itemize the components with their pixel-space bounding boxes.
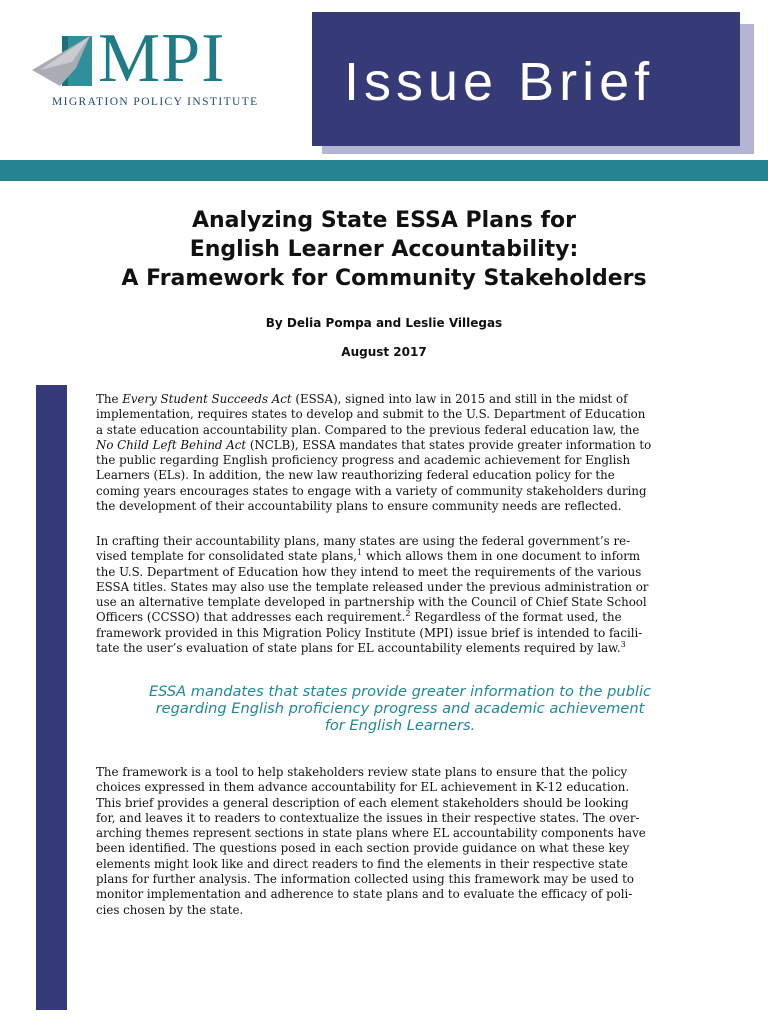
text-segment: In crafting their accountability plans, many states are using the federal government’s re- — [96, 534, 631, 548]
text-line — [96, 407, 716, 422]
text-segment: which allows them in one document to inform — [362, 549, 641, 564]
italic-title: No Child Left Behind Act — [96, 437, 247, 452]
pull-quote-line: for English Learners. — [324, 717, 476, 734]
mpi-logo — [32, 20, 292, 110]
text-segment: This brief provides a general description of each element stakeholders should be looking — [96, 795, 629, 810]
framework-paragraph — [96, 765, 716, 918]
text-segment: Learners (ELs). In addition, the new law reauthorizing federal education policy for the — [96, 468, 615, 483]
footnote-ref: 1 — [357, 548, 363, 558]
issue-brief-banner — [312, 12, 740, 146]
header-divider — [0, 160, 768, 181]
text-line — [96, 903, 716, 918]
text-segment: cies chosen by the state. — [96, 902, 244, 917]
document-title — [60, 206, 708, 293]
text-line — [96, 438, 716, 453]
text-segment: vised template for consolidated state plans, — [96, 549, 358, 564]
text-line — [96, 499, 716, 514]
intro-paragraph — [96, 392, 716, 514]
templates-paragraph — [96, 534, 716, 656]
text-line — [96, 811, 716, 826]
text-segment: plans for further analysis. The information collected using this framework may be used to — [96, 872, 635, 887]
text-line — [96, 468, 716, 483]
mpi-logo-mark-icon — [32, 32, 102, 92]
text-segment: the U.S. Department of Education how they intend to meet the requirements of the various — [96, 564, 642, 579]
text-segment: The framework is a tool to help stakeholders review state plans to ensure that the policy — [96, 765, 628, 779]
text-line — [96, 641, 716, 656]
title-line: Analyzing State ESSA Plans for — [191, 208, 576, 233]
text-line — [96, 610, 716, 625]
text-line — [96, 549, 716, 564]
title-line: A Framework for Community Stakeholders — [121, 266, 647, 291]
text-segment: tate the user’s evaluation of state plans for EL accountability elements required by law. — [96, 641, 621, 656]
text-segment: The — [96, 392, 123, 406]
banner-title: Issue Brief — [344, 52, 655, 112]
byline: By Delia Pompa and Leslie Villegas — [265, 316, 503, 330]
pull-quote — [80, 683, 720, 734]
pull-quote-line: ESSA mandates that states provide greater information to the public — [148, 683, 652, 700]
text-line — [96, 453, 716, 468]
text-segment: implementation, requires states to develop and submit to the U.S. Department of Education — [96, 407, 646, 422]
text-segment: choices expressed in them advance accountability for EL achievement in K-12 education. — [96, 780, 630, 795]
text-line — [96, 765, 716, 780]
text-segment: arching themes represent sections in state plans where EL accountability components have — [96, 826, 646, 841]
text-segment: a state education accountability plan. Compared to the previous federal education law, the — [96, 422, 640, 437]
text-segment: ESSA titles. States may also use the template released under the previous administration or — [96, 579, 649, 594]
text-line — [96, 534, 716, 549]
text-segment: (NCLB), ESSA mandates that states provide greater information to — [246, 437, 652, 452]
text-segment: been identified. The questions posed in each section provide guidance on what these key — [96, 841, 630, 856]
text-segment: the development of their accountability plans to ensure community needs are reflected. — [96, 499, 622, 514]
text-segment: use an alternative template developed in partnership with the Council of Chief State School — [96, 595, 647, 610]
text-segment: coming years encourages states to engage with a variety of community stakeholders during — [96, 483, 647, 498]
text-line — [96, 841, 716, 856]
footnote-ref: 3 — [620, 640, 626, 650]
text-line — [96, 484, 716, 499]
text-segment: elements might look like and direct readers to find the elements in their respective state — [96, 856, 628, 871]
text-segment: monitor implementation and adherence to state plans and to evaluate the efficacy of poli- — [96, 887, 633, 902]
footnote-ref: 2 — [405, 609, 411, 619]
text-segment: Officers (CCSSO) that addresses each requirement. — [96, 610, 406, 625]
text-line — [96, 565, 716, 580]
text-segment: framework provided in this Migration Policy Institute (MPI) issue brief is intended to facili- — [96, 625, 643, 640]
text-segment: the public regarding English proficiency progress and academic achievement for English — [96, 453, 631, 468]
text-line — [96, 872, 716, 887]
text-line — [96, 595, 716, 610]
text-line — [96, 887, 716, 902]
left-accent-bar — [36, 385, 67, 1010]
text-segment: (ESSA), signed into law in 2015 and still in the midst of — [291, 392, 628, 406]
text-line — [96, 580, 716, 595]
text-line — [96, 796, 716, 811]
text-line — [96, 423, 716, 438]
text-line — [96, 826, 716, 841]
logo-wordmark: MPI — [98, 20, 226, 97]
logo-org-name: MIGRATION POLICY INSTITUTE — [52, 96, 259, 108]
pull-quote-line: regarding English proficiency progress and academic achievement — [155, 700, 645, 717]
text-segment: Regardless of the format used, the — [410, 610, 622, 625]
publication-date: August 2017 — [341, 345, 427, 359]
italic-title: Every Student Succeeds Act — [122, 392, 292, 406]
text-line — [96, 780, 716, 795]
text-line — [96, 857, 716, 872]
text-segment: for, and leaves it to readers to contextualize the issues in their respective states. The over- — [96, 810, 640, 825]
text-line — [96, 392, 716, 407]
title-line: English Learner Accountability: — [189, 237, 579, 262]
text-line — [96, 626, 716, 641]
